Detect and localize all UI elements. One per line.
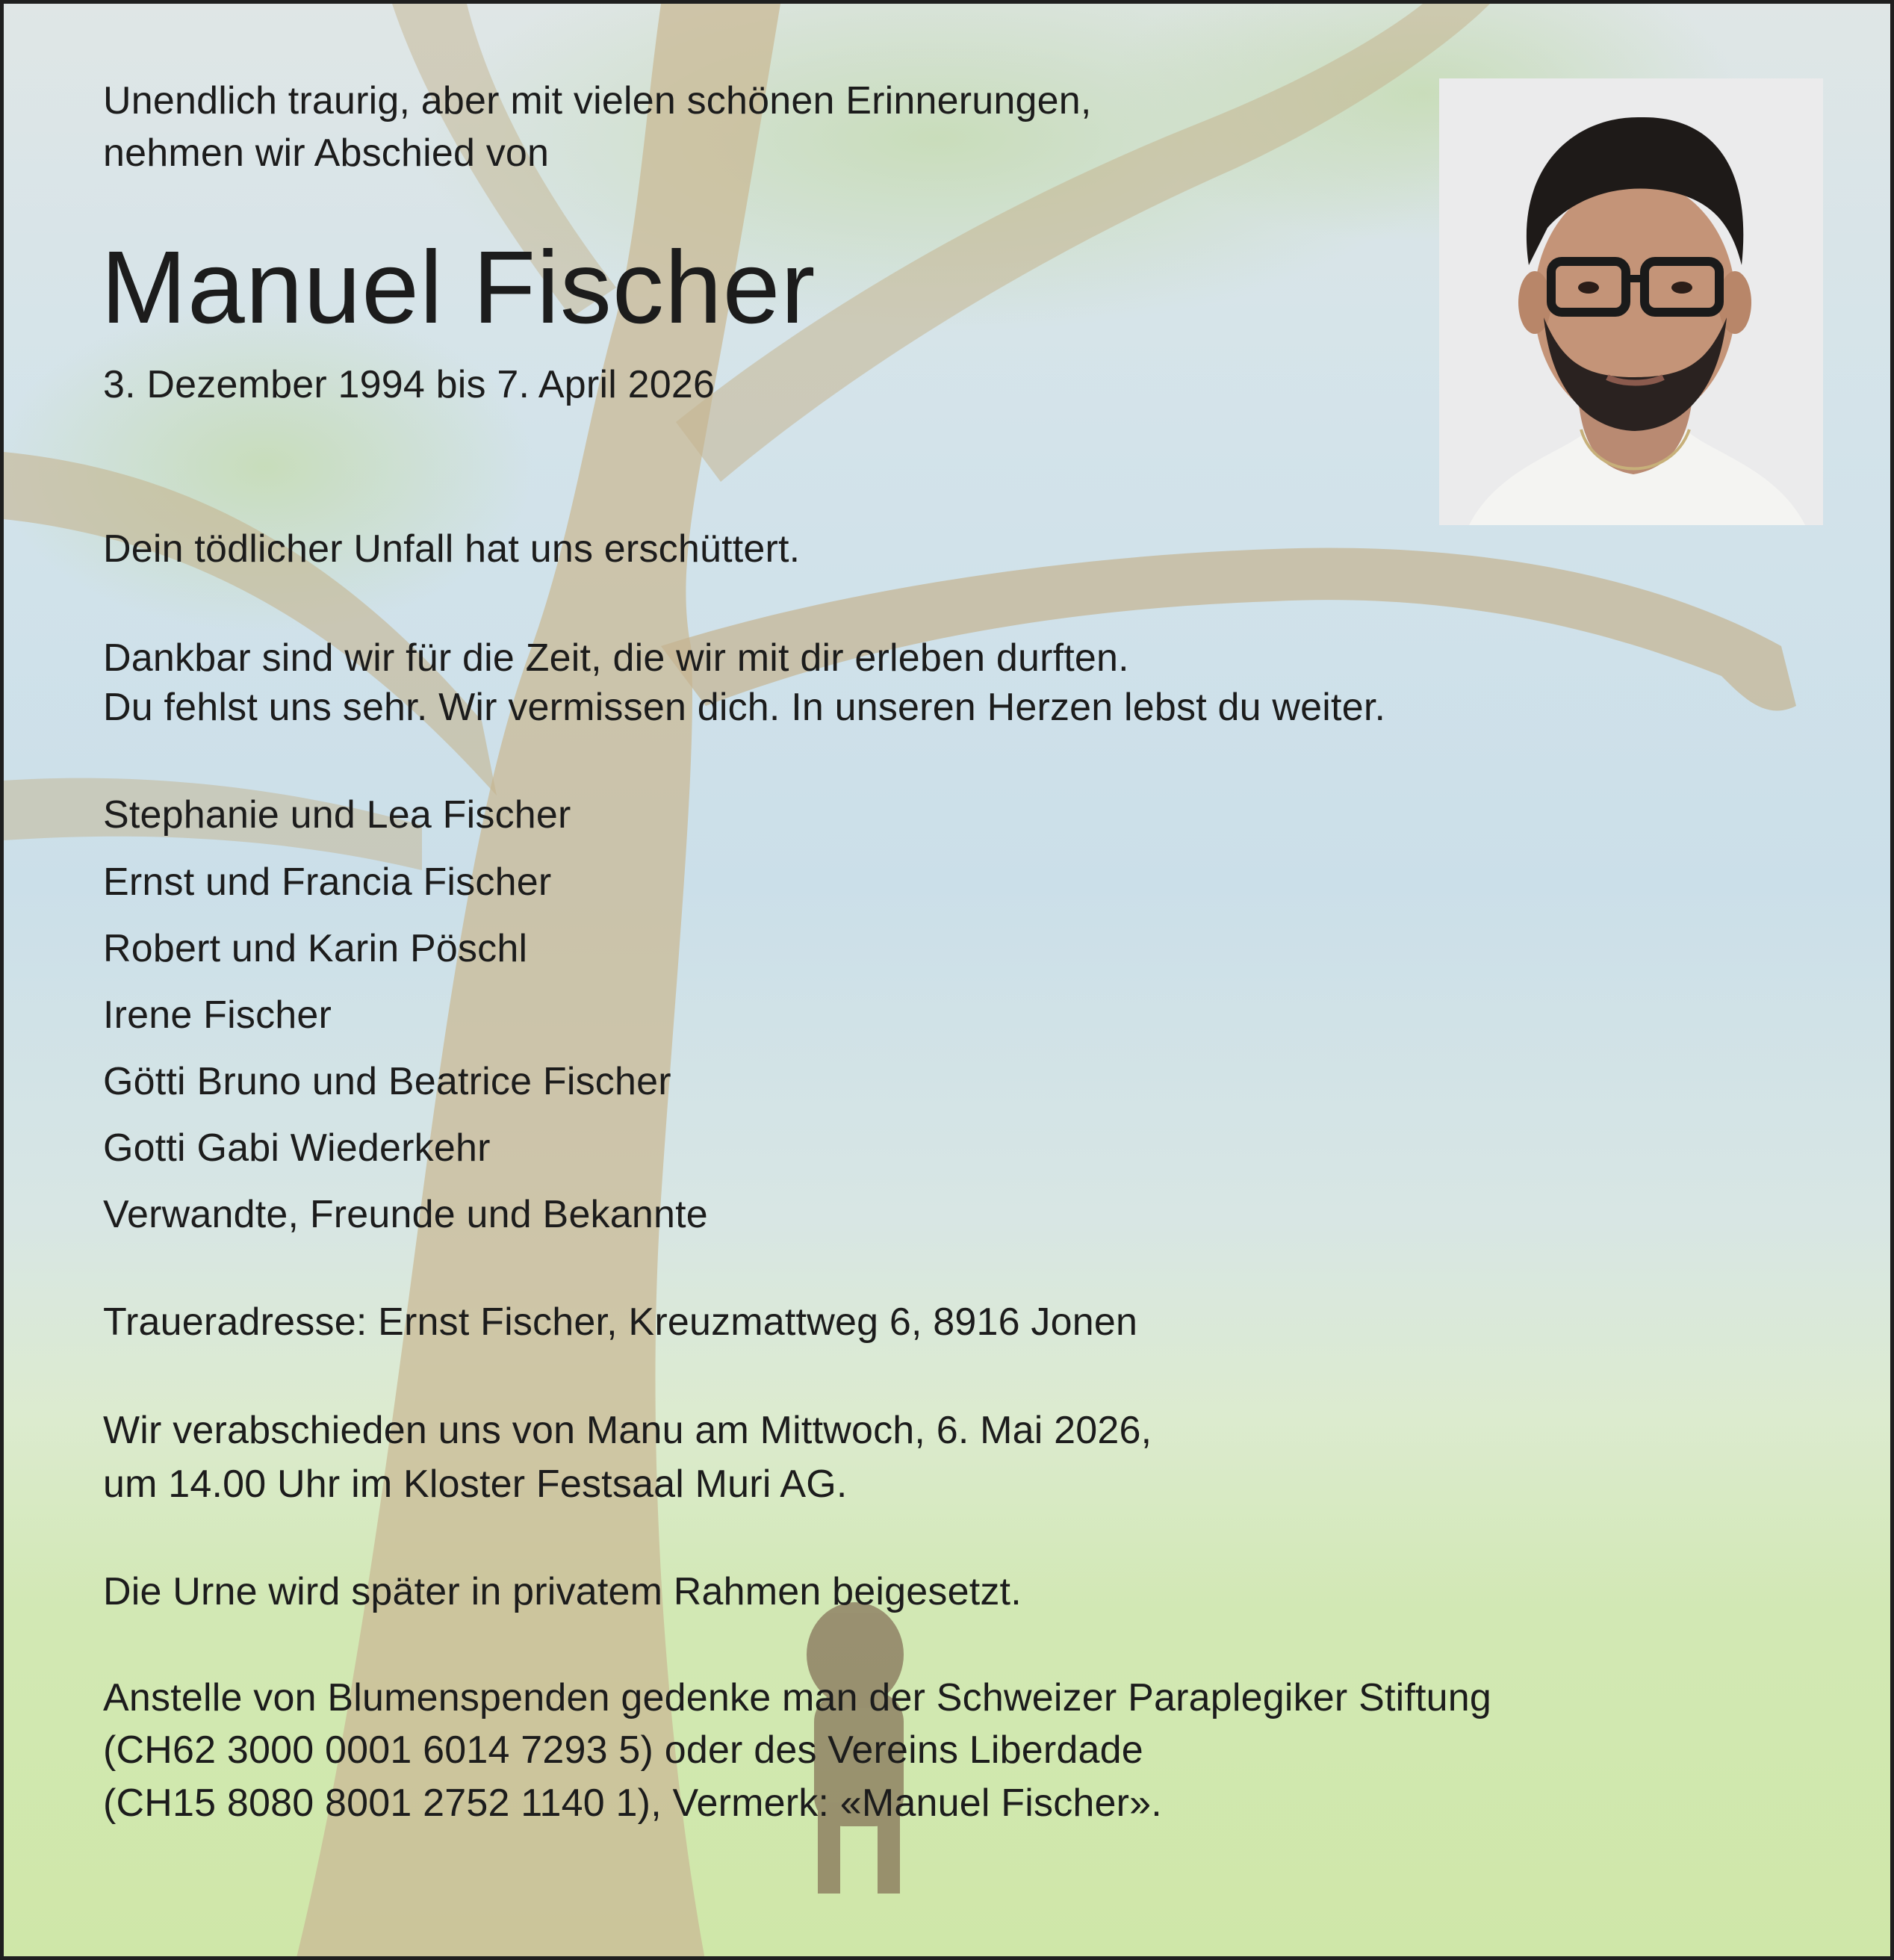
deceased-name: Manuel Fischer bbox=[101, 230, 816, 345]
donation-line-2: (CH62 3000 0001 6014 7293 5) oder des Vereins Liberdade bbox=[103, 1728, 1143, 1772]
mourning-address: Traueradresse: Ernst Fischer, Kreuzmattweg 6, 8916 Jonen bbox=[103, 1300, 1138, 1344]
mourner-1: Stephanie und Lea Fischer bbox=[103, 793, 571, 837]
intro-line-1: Unendlich traurig, aber mit vielen schönen Erinnerungen, bbox=[103, 79, 1092, 122]
donation-line-3: (CH15 8080 8001 2752 1140 1), Vermerk: «Manuel Fischer». bbox=[103, 1781, 1162, 1825]
message-line-2: Dankbar sind wir für die Zeit, die wir mit dir erleben durften. bbox=[103, 636, 1129, 680]
urn-note: Die Urne wird später in privatem Rahmen beigesetzt. bbox=[103, 1570, 1022, 1613]
mourner-2: Ernst und Francia Fischer bbox=[103, 860, 552, 904]
intro-line-2: nehmen wir Abschied von bbox=[103, 131, 550, 175]
life-dates: 3. Dezember 1994 bis 7. April 2026 bbox=[103, 363, 715, 406]
mourner-3: Robert und Karin Pöschl bbox=[103, 927, 528, 970]
mourner-4: Irene Fischer bbox=[103, 993, 332, 1037]
farewell-line-2: um 14.00 Uhr im Kloster Festsaal Muri AG. bbox=[103, 1463, 848, 1506]
farewell-line-1: Wir verabschieden uns von Manu am Mittwoch, 6. Mai 2026, bbox=[103, 1409, 1152, 1452]
donation-line-1: Anstelle von Blumenspenden gedenke man der Schweizer Paraplegiker Stiftung bbox=[103, 1676, 1492, 1719]
message-line-1: Dein tödlicher Unfall hat uns erschüttert. bbox=[103, 527, 801, 571]
mourner-7: Verwandte, Freunde und Bekannte bbox=[103, 1193, 708, 1236]
message-line-3: Du fehlst uns sehr. Wir vermissen dich. In unseren Herzen lebst du weiter. bbox=[103, 686, 1386, 729]
portrait-photo bbox=[1439, 78, 1823, 525]
mourner-6: Gotti Gabi Wiederkehr bbox=[103, 1126, 491, 1170]
mourner-5: Götti Bruno und Beatrice Fischer bbox=[103, 1060, 671, 1103]
